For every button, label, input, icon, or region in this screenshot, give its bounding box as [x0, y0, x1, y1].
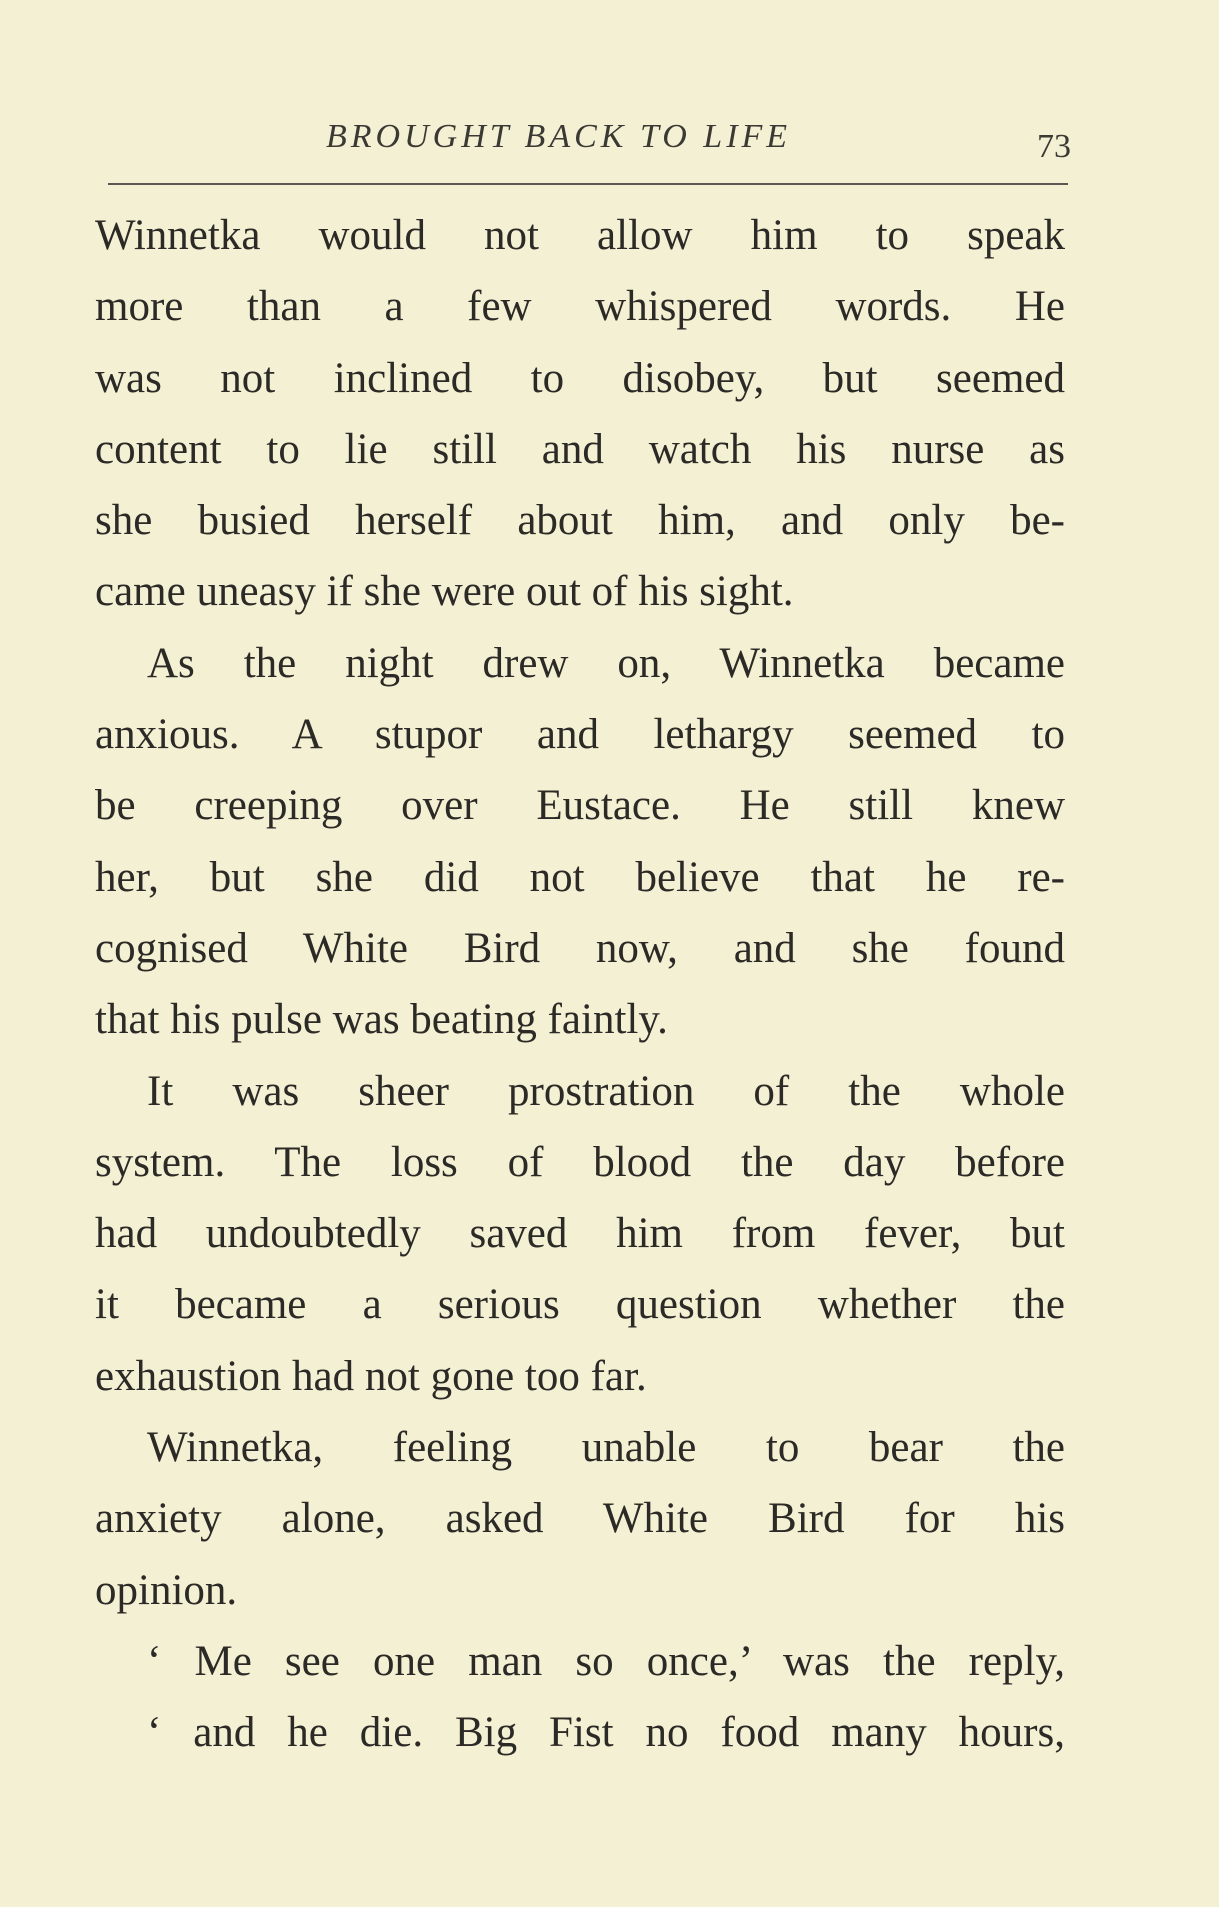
running-head — [96, 118, 1071, 178]
text-line: It was sheer prostration of the whole — [147, 1067, 1065, 1115]
page-number: 73 — [1037, 128, 1071, 165]
text-line: exhaustion had not gone too far. — [95, 1352, 647, 1400]
body-text — [95, 200, 1065, 1769]
text-line: came uneasy if she were out of his sight. — [95, 568, 794, 616]
text-line: she busied herself about him, and only be- — [95, 497, 1065, 545]
header-rule — [108, 183, 1068, 185]
text-line: her, but she did not believe that he re- — [95, 853, 1065, 901]
text-line: content to lie still and watch his nurse as — [95, 425, 1065, 473]
running-title: BROUGHT BACK TO LIFE — [326, 118, 792, 155]
text-line: had undoubtedly saved him from fever, but — [95, 1210, 1065, 1258]
text-line: anxiety alone, asked White Bird for his — [95, 1495, 1065, 1543]
text-line: Winnetka would not allow him to speak — [95, 212, 1065, 259]
text-line: Winnetka, feeling unable to bear the — [147, 1424, 1065, 1472]
text-line: that his pulse was beating faintly. — [95, 996, 668, 1044]
text-line: be creeping over Eustace. He still knew — [95, 782, 1065, 830]
text-line: anxious. A stupor and lethargy seemed to — [95, 711, 1065, 759]
text-line: ‘ and he die. Big Fist no food many hours, — [147, 1709, 1065, 1757]
text-line: As the night drew on, Winnetka became — [147, 639, 1065, 687]
text-line: it became a serious question whether the — [95, 1281, 1065, 1329]
text-line: system. The loss of blood the day before — [95, 1138, 1065, 1186]
text-line: cognised White Bird now, and she found — [95, 924, 1065, 972]
text-line: was not inclined to disobey, but seemed — [95, 354, 1065, 402]
text-line: more than a few whispered words. He — [95, 283, 1065, 331]
text-line: opinion. — [95, 1566, 238, 1614]
text-line: ‘ Me see one man so once,’ was the reply, — [147, 1637, 1065, 1685]
